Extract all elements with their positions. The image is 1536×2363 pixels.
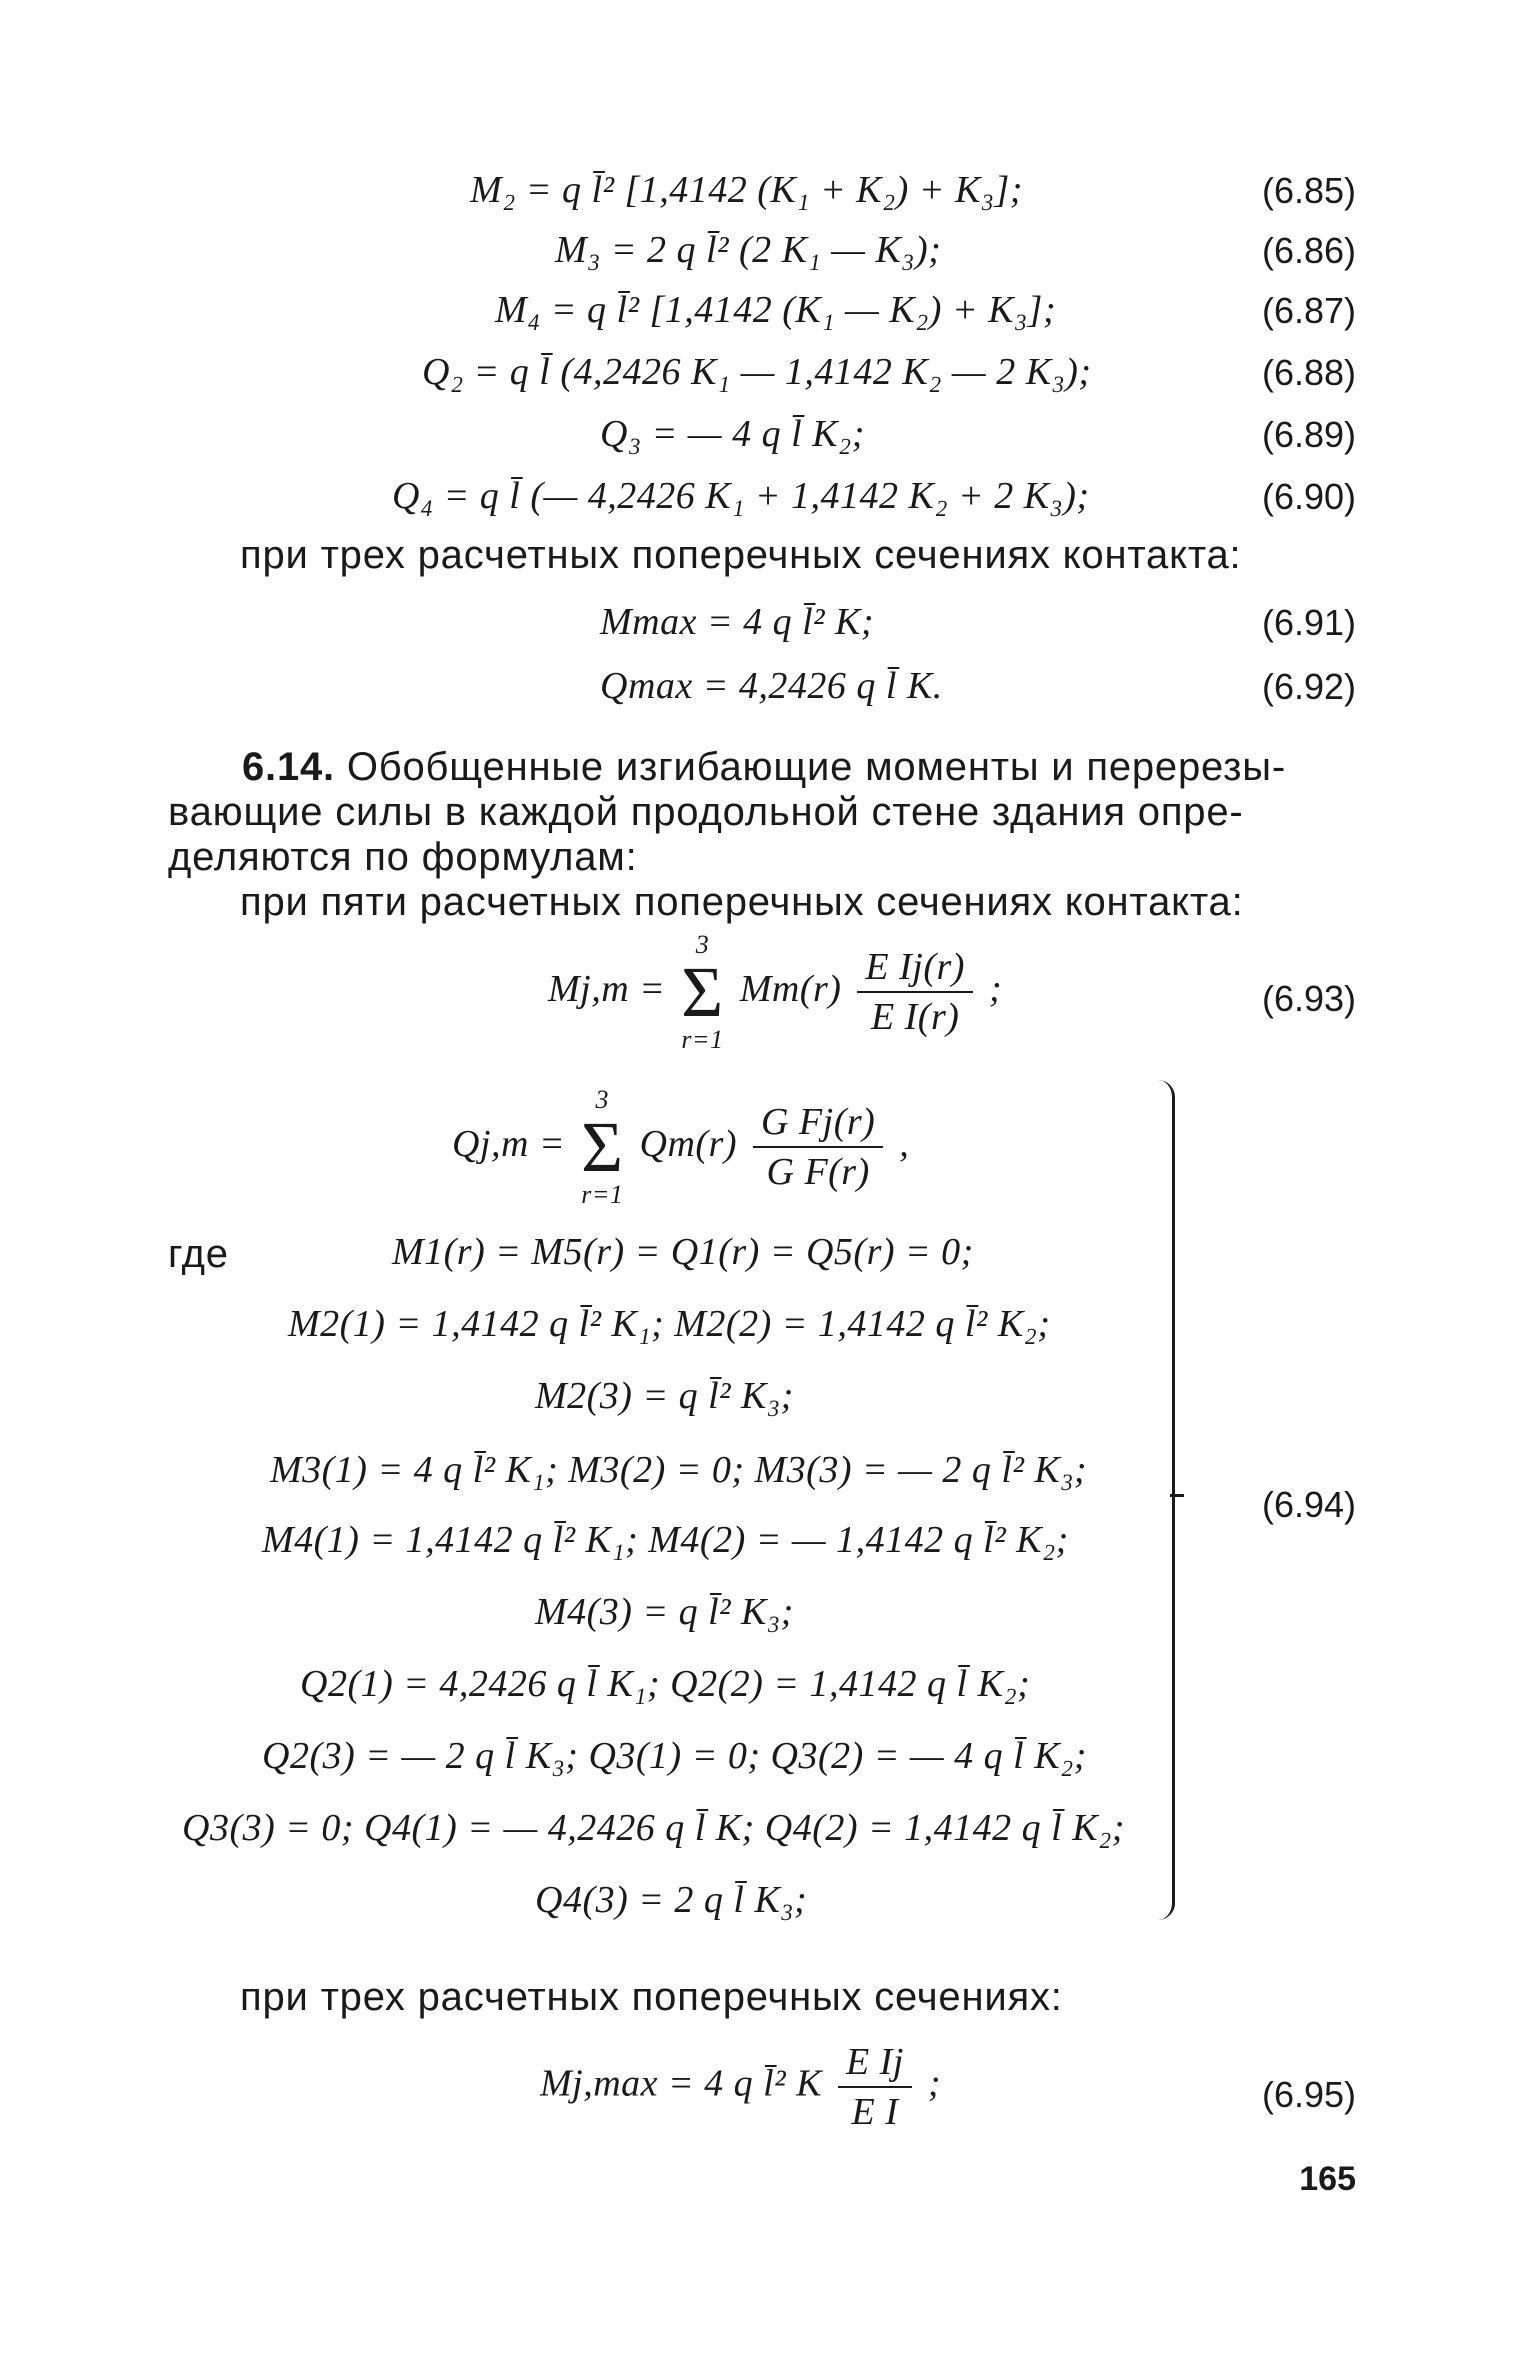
sum-symbol: 3 Σ r=1: [581, 1085, 624, 1209]
equation-number: (6.85): [1261, 170, 1356, 211]
equation-number: (6.88): [1261, 352, 1356, 393]
equation-number: (6.86): [1261, 230, 1356, 271]
section-6-14-line2: вающие силы в каждой продольной стене здания опре-: [168, 790, 1244, 834]
equation-number: (6.93): [1261, 978, 1356, 1019]
equation-number: (6.90): [1261, 476, 1356, 517]
eq-tail: ;: [988, 968, 1003, 1011]
where-line-4: M3(1) = 4 q l̄² K₁; M3(2) = 0; M3(3) = — 2 q l̄² K₃;: [270, 1449, 1088, 1491]
paragraph-three-sections-2: при трех расчетных поперечных сечениях:: [240, 1975, 1063, 2019]
where-line-8: Q2(3) = — 2 q l̄ K₃; Q3(1) = 0; Q3(2) = — 4 q l̄ K₂;: [262, 1735, 1087, 1777]
where-line-6: M4(3) = q l̄² K₃;: [535, 1591, 794, 1633]
fraction-numerator: E Ij(r): [857, 945, 973, 993]
sum-upper: 3: [595, 1085, 610, 1114]
right-brace-tip: [1170, 1494, 1184, 1497]
equation-6-85: M₂ = q l̄² [1,4142 (K₁ + K₂) + K₃];: [470, 169, 1023, 211]
equation-6-92: Qmax = 4,2426 q l̄ K.: [600, 665, 943, 707]
fraction-numerator: E Ij: [838, 2040, 912, 2088]
fraction: [753, 1100, 883, 1194]
page-number: 165: [1299, 2160, 1356, 2198]
eq-term: Mm(r): [739, 968, 842, 1011]
fraction-denominator: G F(r): [766, 1151, 870, 1194]
eq-lhs: Mj,max = 4 q l̄² K: [540, 2062, 822, 2105]
sum-lower: r=1: [581, 1179, 624, 1209]
sum-symbol: 3 Σ r=1: [681, 930, 724, 1054]
equation-6-94-q: [452, 1085, 909, 1210]
section-6-14-line4: при пяти расчетных поперечных сечениях контакта:: [240, 880, 1244, 924]
where-line-3: M2(3) = q l̄² K₃;: [535, 1375, 794, 1417]
eq-term: Qm(r): [639, 1123, 737, 1166]
where-line-2: M2(1) = 1,4142 q l̄² K₁; M2(2) = 1,4142 q l̄² K₂;: [288, 1303, 1051, 1345]
section-6-14-line1: [242, 745, 1286, 790]
fraction-denominator: E I: [851, 2091, 899, 2133]
sum-upper: 3: [695, 930, 710, 959]
eq-tail: ;: [927, 2062, 942, 2105]
equation-6-90: Q₄ = q l̄ (— 4,2426 K₁ + 1,4142 K₂ + 2 K₃);: [392, 475, 1090, 517]
section-6-14-line3: деляются по формулам:: [168, 835, 638, 879]
fraction-numerator: G Fj(r): [753, 1100, 883, 1148]
fraction: [838, 2040, 912, 2134]
equation-6-95: [540, 2040, 941, 2134]
equation-6-93: [548, 930, 1002, 1055]
where-label: где: [168, 1232, 229, 1276]
right-brace: [1158, 1080, 1175, 1920]
equation-6-89: Q₃ = — 4 q l̄ K₂;: [600, 413, 865, 455]
equation-6-88: Q₂ = q l̄ (4,2426 K₁ — 1,4142 K₂ — 2 K₃);: [422, 351, 1092, 393]
eq-lhs: Qj,m =: [452, 1123, 566, 1166]
where-line-5: M4(1) = 1,4142 q l̄² K₁; M4(2) = — 1,4142 q l̄² K₂;: [262, 1519, 1069, 1561]
equation-number: (6.92): [1261, 666, 1356, 707]
fraction-denominator: E I(r): [870, 996, 960, 1039]
equation-number: (6.94): [1261, 1484, 1356, 1525]
where-line-9: Q3(3) = 0; Q4(1) = — 4,2426 q l̄ K; Q4(2) = 1,4142 q l̄ K₂;: [182, 1807, 1125, 1849]
equation-number: (6.87): [1261, 290, 1356, 331]
eq-lhs: Mj,m =: [548, 968, 666, 1011]
equation-6-91: Mmax = 4 q l̄² K;: [600, 601, 875, 643]
equation-number: (6.91): [1261, 602, 1356, 643]
equation-number: (6.95): [1261, 2074, 1356, 2115]
where-line-10: Q4(3) = 2 q l̄ K₃;: [535, 1879, 808, 1921]
section-text: Обобщенные изгибающие моменты и перерезы-: [346, 745, 1286, 789]
sum-lower: r=1: [681, 1024, 724, 1054]
paragraph-three-sections: при трех расчетных поперечных сечениях контакта:: [240, 533, 1242, 577]
equation-6-86: M₃ = 2 q l̄² (2 K₁ — K₃);: [555, 229, 942, 271]
eq-tail: ,: [899, 1123, 910, 1166]
where-line-1: M1(r) = M5(r) = Q1(r) = Q5(r) = 0;: [392, 1231, 974, 1273]
where-line-7: Q2(1) = 4,2426 q l̄ K₁; Q2(2) = 1,4142 q l̄ K₂;: [300, 1663, 1031, 1705]
section-number: 6.14.: [242, 745, 335, 789]
equation-6-87: M₄ = q l̄² [1,4142 (K₁ — K₂) + K₃];: [495, 289, 1057, 331]
fraction: [857, 945, 973, 1039]
equation-number: (6.89): [1261, 414, 1356, 455]
